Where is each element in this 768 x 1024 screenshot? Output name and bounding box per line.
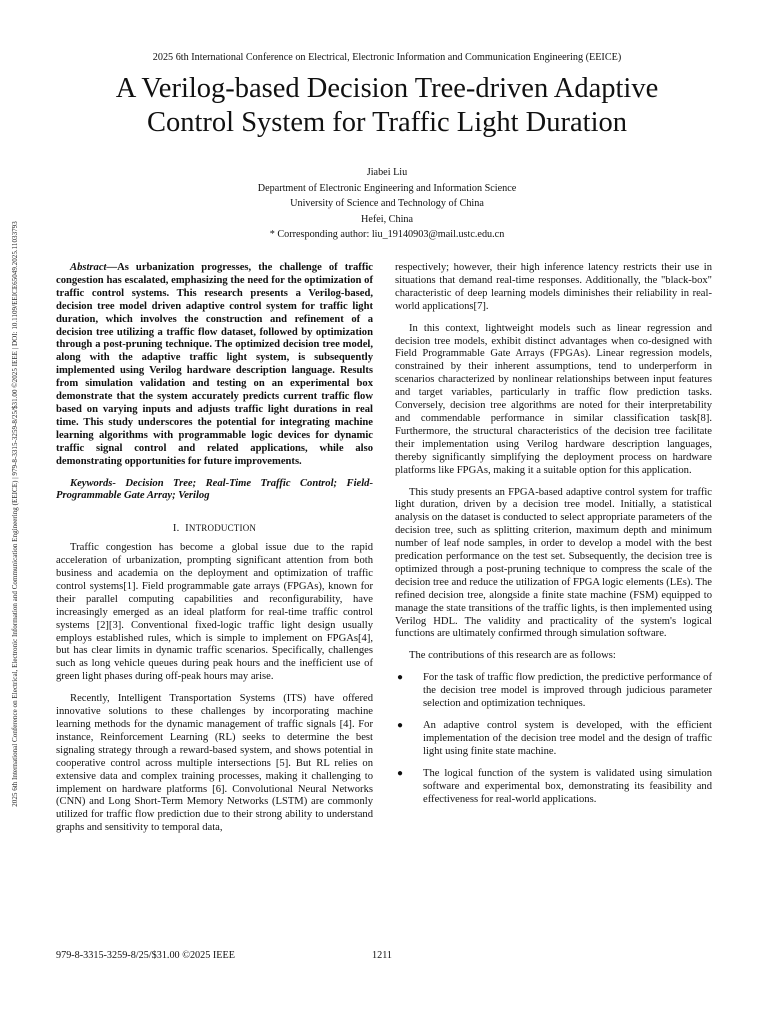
- list-item: [395, 768, 712, 807]
- bullet-icon: ●: [397, 767, 404, 779]
- conference-header: 2025 6th International Conference on Electrical, Electronic Information and Communication Engineering (EEICE): [152, 52, 622, 63]
- paragraph: The contributions of this research are as follows:: [409, 650, 616, 662]
- author-name: Jiabei Liu: [366, 167, 408, 178]
- author-department: Department of Electronic Engineering and Information Science: [257, 182, 517, 194]
- title-line-1: A Verilog-based Decision Tree-driven Adaptive: [115, 73, 659, 104]
- section-title-rest: NTRODUCTION: [188, 523, 257, 534]
- side-doi-text: 2025 6th International Conference on Electrical, Electronic Information and Communication Engineering (EEICE) | 979-8-3315-3259-8/25/$31.00 ©2025 IEEE | DOI: 10.1109/EEICE65049.2025.11033793: [11, 221, 20, 807]
- paragraph: Traffic congestion has become a global issue due to the rapid acceleration of urbanization, prompting significant attention from both business and academia on the deployment and optimization of traffic control systems[1]. Field programmable gate arrays (FPGAs), known for their parallel computing capabilities and reconfigurability, have increasingly emerged as an ideal platform for real-time traffic control systems [2][3]. Conventional fixed-logic traffic light design usually employs established rules, which is simple to implement on FPGAs[4], but has clear limits in dynamic traffic scenarios. Specifically, challenges such as long vehicle queues during peak hours and the inefficient use of green light phases during off-peak hours may arise.: [56, 542, 373, 683]
- author-block: [60, 165, 714, 243]
- paragraph: This study presents an FPGA-based adaptive control system for traffic light duration, driven by a decision tree model. Initially, a statistical analysis on the dataset is conducted to select appropriate parameters of the decision tree, such as splitting criterion, maximum depth and minimum number of leaf node samples, in order to develop a model with the best predication performance on the test set. Subsequently, the decision tree is optimized through a post-pruning technique to compress the scale of the decision tree and reduce the utilization of FPGA logic elements (LEs). The refined decision tree, alongside a finite state machine (FSM) equipped to manage the state transitions of the traffic lights, is then implemented using Verilog HDL. The validity and practicality of the system's logical functions are ultimately confirmed through simulation software.: [395, 486, 712, 640]
- abstract-text: —As urbanization progresses, the challenge of traffic congestion has escalated, emphasizing the need for the optimization of traffic control systems. This research presents a Verilog-based, decision tree model driven adaptive control system for traffic light duration, which involves the construction and refinement of a decision tree utilizing a traffic flow dataset, followed by optimization through a post-pruning technique. The optimized decision tree model, along with the adaptive traffic light system, is subsequently implemented using Verilog hardware description language. Results from simulation validation and testing on an experimental box demonstrate that the system accurately predicts current traffic flow based on varying inputs and adjusts traffic light durations in real time. This study underscores the potential for integrating machine learning algorithms with programmable logic devices for dynamic traffic signal control and related applications, while also demonstrating opportunities for future improvements.: [56, 262, 373, 467]
- list-item-text: For the task of traffic flow prediction, the predictive performance of the decision tree model is improved through judicious parameter selection and optimization techniques.: [423, 672, 712, 710]
- list-item: [395, 672, 712, 711]
- paragraph: In this context, lightweight models such as linear regression and decision tree models, exhibit distinct advantages when co-designed with Field Programmable Gate Arrays (FPGAs). Linear regression models, constrained by their inherent assumptions, tend to underperform in scenarios characterized by nonlinear relationships between input features and target variables, particularly in traffic flow prediction tasks. Conversely, decision tree algorithms are noted for their interpretability and commendable performance in similar classification task[8]. Furthermore, the structural characteristics of the decision tree facilitate their implementation using Verilog hardware description languages, thereby significantly simplifying the deployment process on hardware platforms like FPGAs, making it a suitable option for this application.: [395, 322, 712, 476]
- paper-title: [50, 72, 724, 140]
- section-heading-introduction: [56, 522, 373, 536]
- paragraph: respectively; however, their high inference latency restricts their use in situations that demand real-time responses. Additionally, the "black-box" characteristic of deep learning models diminishes their reliability in real-world applications[7].: [395, 262, 712, 312]
- abstract-label: Abstract: [70, 262, 107, 273]
- list-item-text: An adaptive control system is developed, with the efficient implementation of the decision tree model and the design of traffic light using finite state machine.: [423, 720, 712, 757]
- author-university: University of Science and Technology of China: [290, 198, 484, 209]
- page-number: 1211: [372, 950, 392, 961]
- footer-isbn: 979-8-3315-3259-8/25/$31.00 ©2025 IEEE: [56, 950, 235, 961]
- section-initial: I: [185, 523, 189, 535]
- author-corresponding: * Corresponding author: liu_19140903@mail.ustc.edu.cn: [269, 229, 505, 240]
- section-number: I.: [172, 523, 180, 535]
- bullet-icon: ●: [397, 672, 404, 684]
- list-item: [395, 720, 712, 759]
- keywords: Keywords- Decision Tree; Real-Time Traffic Control; Field-Programmable Gate Array; Verilog: [56, 477, 373, 502]
- abstract: [56, 262, 373, 469]
- bullet-icon: ●: [397, 720, 404, 731]
- right-column: [395, 262, 712, 815]
- author-location: Hefei, China: [360, 213, 414, 225]
- left-column: [56, 262, 373, 844]
- contributions-list: [395, 672, 712, 806]
- paragraph: Recently, Intelligent Transportation Systems (ITS) have offered innovative solutions to these challenges by incorporating machine learning methods for the dynamic management of traffic signals [4]. For instance, Reinforcement Learning (RL) seeks to determine the best signaling strategy through a reward-based system, and shows potential in cooperative control across multiple intersections [5]. But RL relies on extensive data and complex training processes, making it challenging to implement on hardware platforms [6]. Convolutional Neural Networks (CNN) and Long Short-Term Memory Networks (LSTM) are commonly utilized for traffic flow prediction due to their strong ability to understand graphs and sensitivity to temporal data,: [56, 693, 373, 834]
- side-doi-note: [3, 84, 27, 944]
- list-item-text: The logical function of the system is validated using simulation software and experimental box, demonstrating its feasibility and effectiveness for real-world applications.: [423, 767, 712, 805]
- title-line-2: Control System for Traffic Light Duration: [147, 107, 627, 138]
